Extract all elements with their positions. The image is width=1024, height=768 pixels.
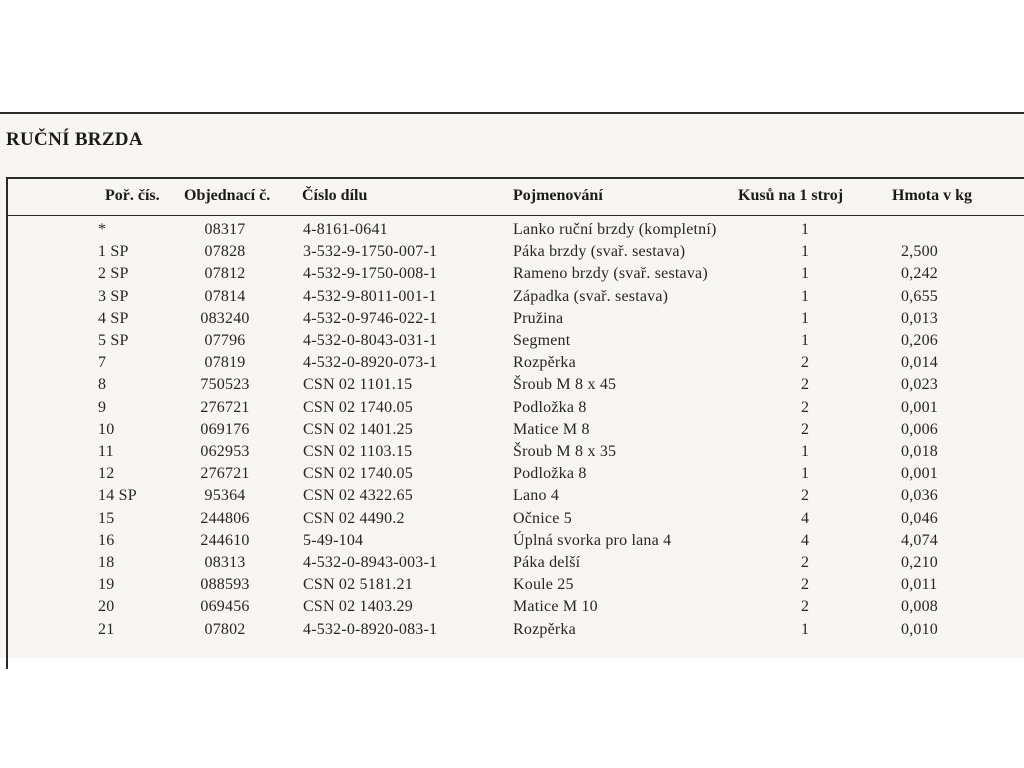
cell-pojmenovani: Pružina [513, 309, 564, 327]
cell-pojmenovani: Očnice 5 [513, 509, 572, 527]
cell-cislo-dilu: 4-532-9-8011-001-1 [303, 287, 437, 305]
cell-por-cis: 20 [98, 598, 115, 616]
cell-por-cis: 2 SP [98, 265, 129, 283]
table-row [8, 288, 1024, 310]
cell-pojmenovani: Koule 25 [513, 576, 574, 594]
cell-hmota: 0,010 [901, 620, 938, 638]
table-row [8, 243, 1024, 265]
cell-kusu: 1 [801, 465, 810, 483]
cell-objednaci-c: 062953 [200, 443, 250, 460]
cell-hmota: 0,008 [901, 598, 938, 616]
cell-pojmenovani: Páka brzdy (svař. sestava) [513, 243, 686, 261]
cell-por-cis: 4 SP [98, 309, 129, 327]
cell-objednaci-c: 07796 [204, 332, 246, 349]
table-header [8, 179, 1024, 216]
cell-por-cis: 10 [98, 420, 115, 438]
table-row [8, 399, 1024, 421]
cell-cislo-dilu: 4-532-0-8043-031-1 [303, 332, 438, 349]
table-row [8, 576, 1024, 598]
cell-objednaci-c: 07812 [204, 265, 246, 283]
cell-cislo-dilu: CSN 02 1103.15 [303, 443, 413, 460]
cell-kusu: 2 [801, 554, 810, 571]
cell-pojmenovani: Úplná svorka pro lana 4 [513, 531, 672, 549]
cell-objednaci-c: 07814 [204, 287, 246, 305]
header-hmota-v-kg: Hmota v kg [892, 187, 972, 204]
cell-objednaci-c: 069176 [200, 420, 250, 438]
cell-pojmenovani: Šroub M 8 x 45 [513, 376, 617, 394]
cell-por-cis: 11 [98, 443, 114, 460]
parts-table [6, 177, 1024, 669]
cell-por-cis: 1 SP [98, 243, 129, 261]
cell-kusu: 2 [801, 398, 810, 416]
page-title: RUČNÍ BRZDA [6, 129, 143, 150]
table-row [8, 532, 1024, 554]
cell-hmota: 0,046 [901, 509, 938, 527]
cell-por-cis: 5 SP [98, 332, 129, 349]
table-row [8, 265, 1024, 287]
table-row [8, 465, 1024, 487]
table-row [8, 332, 1024, 354]
table-row [8, 376, 1024, 398]
header-cislo-dilu: Číslo dílu [302, 187, 368, 204]
cell-pojmenovani: Podložka 8 [513, 465, 587, 483]
cell-pojmenovani: Matice M 8 [513, 420, 590, 438]
cell-kusu: 1 [801, 309, 810, 327]
table-row [8, 310, 1024, 332]
cell-kusu: 1 [801, 221, 810, 238]
cell-kusu: 1 [801, 620, 810, 638]
cell-objednaci-c: 244806 [200, 509, 250, 527]
cell-kusu: 1 [801, 332, 810, 349]
cell-por-cis: 19 [98, 576, 115, 594]
cell-por-cis: 14 SP [98, 487, 137, 505]
cell-por-cis: 15 [98, 509, 115, 527]
cell-cislo-dilu: 4-532-0-8943-003-1 [303, 554, 438, 571]
cell-por-cis: 8 [98, 376, 107, 394]
cell-cislo-dilu: CSN 02 1740.05 [303, 398, 413, 416]
table-row [8, 354, 1024, 376]
cell-por-cis: 9 [98, 398, 107, 416]
header-kusu-na-1-stroj: Kusů na 1 stroj [738, 187, 844, 204]
cell-kusu: 1 [801, 243, 810, 261]
cell-objednaci-c: 276721 [200, 398, 250, 416]
cell-cislo-dilu: CSN 02 1101.15 [303, 376, 413, 394]
cell-kusu: 2 [801, 376, 810, 394]
cell-hmota: 0,655 [901, 287, 938, 305]
cell-kusu: 2 [801, 487, 810, 505]
table-row [8, 421, 1024, 443]
cell-cislo-dilu: 4-532-0-8920-073-1 [303, 354, 438, 372]
cell-cislo-dilu: CSN 02 1740.05 [303, 465, 413, 483]
cell-objednaci-c: 083240 [200, 309, 250, 327]
cell-pojmenovani: Páka delší [513, 554, 581, 571]
cell-hmota: 4,074 [901, 531, 938, 549]
cell-pojmenovani: Rozpěrka [513, 354, 576, 372]
cell-cislo-dilu: CSN 02 1401.25 [303, 420, 413, 438]
cell-por-cis: 12 [98, 465, 115, 483]
cell-pojmenovani: Lano 4 [513, 487, 560, 505]
scanned-document [0, 112, 1024, 658]
cell-kusu: 4 [801, 531, 810, 549]
table-row [8, 510, 1024, 532]
cell-pojmenovani: Západka (svař. sestava) [513, 287, 669, 305]
cell-kusu: 2 [801, 354, 810, 372]
cell-cislo-dilu: 4-532-9-1750-008-1 [303, 265, 438, 283]
cell-cislo-dilu: 4-8161-0641 [303, 221, 388, 238]
cell-kusu: 4 [801, 509, 810, 527]
cell-hmota: 0,036 [901, 487, 938, 505]
cell-hmota: 0,013 [901, 309, 938, 327]
cell-kusu: 2 [801, 576, 810, 594]
cell-hmota: 0,242 [901, 265, 938, 283]
cell-kusu: 1 [801, 287, 810, 305]
cell-objednaci-c: 07819 [204, 354, 246, 372]
cell-objednaci-c: 244610 [200, 531, 250, 549]
cell-kusu: 1 [801, 265, 810, 283]
cell-pojmenovani: Matice M 10 [513, 598, 598, 616]
cell-hmota: 0,206 [901, 332, 938, 349]
cell-pojmenovani: Lanko ruční brzdy (kompletní) [513, 221, 717, 238]
cell-hmota: 0,023 [901, 376, 938, 394]
table-row [8, 221, 1024, 243]
cell-hmota: 0,210 [901, 554, 938, 571]
cell-pojmenovani: Segment [513, 332, 571, 349]
table-row [8, 554, 1024, 576]
table-row [8, 443, 1024, 465]
cell-cislo-dilu: CSN 02 1403.29 [303, 598, 413, 616]
cell-pojmenovani: Rozpěrka [513, 620, 576, 638]
cell-pojmenovani: Šroub M 8 x 35 [513, 443, 617, 460]
cell-cislo-dilu: 4-532-0-8920-083-1 [303, 620, 438, 638]
cell-objednaci-c: 276721 [200, 465, 250, 483]
table-row [8, 621, 1024, 643]
header-objednaci-c: Objednací č. [184, 187, 271, 204]
cell-por-cis: * [98, 221, 107, 238]
cell-hmota: 0,001 [901, 398, 938, 416]
cell-cislo-dilu: CSN 02 4490.2 [303, 509, 405, 527]
cell-cislo-dilu: 4-532-0-9746-022-1 [303, 309, 438, 327]
table-row [8, 598, 1024, 620]
cell-kusu: 2 [801, 420, 810, 438]
cell-cislo-dilu: CSN 02 4322.65 [303, 487, 413, 505]
header-por-cis: Poř. čís. [105, 187, 160, 204]
table-row [8, 487, 1024, 509]
cell-cislo-dilu: CSN 02 5181.21 [303, 576, 413, 594]
cell-pojmenovani: Podložka 8 [513, 398, 587, 416]
cell-por-cis: 3 SP [98, 287, 129, 305]
cell-cislo-dilu: 3-532-9-1750-007-1 [303, 243, 438, 261]
cell-objednaci-c: 088593 [200, 576, 250, 594]
cell-por-cis: 7 [98, 354, 107, 372]
cell-objednaci-c: 08317 [204, 221, 246, 238]
cell-hmota: 0,014 [901, 354, 938, 372]
cell-objednaci-c: 07828 [204, 243, 246, 261]
cell-objednaci-c: 750523 [200, 376, 250, 394]
cell-cislo-dilu: 5-49-104 [303, 531, 364, 549]
cell-objednaci-c: 069456 [200, 598, 250, 616]
cell-hmota: 0,001 [901, 465, 938, 483]
cell-por-cis: 21 [98, 620, 115, 638]
cell-por-cis: 16 [98, 531, 115, 549]
cell-hmota: 2,500 [901, 243, 938, 261]
cell-kusu: 1 [801, 443, 810, 460]
cell-objednaci-c: 07802 [204, 620, 246, 638]
cell-kusu: 2 [801, 598, 810, 616]
cell-hmota: 0,018 [901, 443, 938, 460]
cell-pojmenovani: Rameno brzdy (svař. sestava) [513, 265, 708, 283]
cell-hmota: 0,006 [901, 420, 938, 438]
header-pojmenovani: Pojmenování [513, 187, 603, 204]
cell-objednaci-c: 95364 [204, 487, 246, 505]
cell-hmota: 0,011 [901, 576, 938, 594]
cell-objednaci-c: 08313 [204, 554, 246, 571]
cell-por-cis: 18 [98, 554, 115, 571]
